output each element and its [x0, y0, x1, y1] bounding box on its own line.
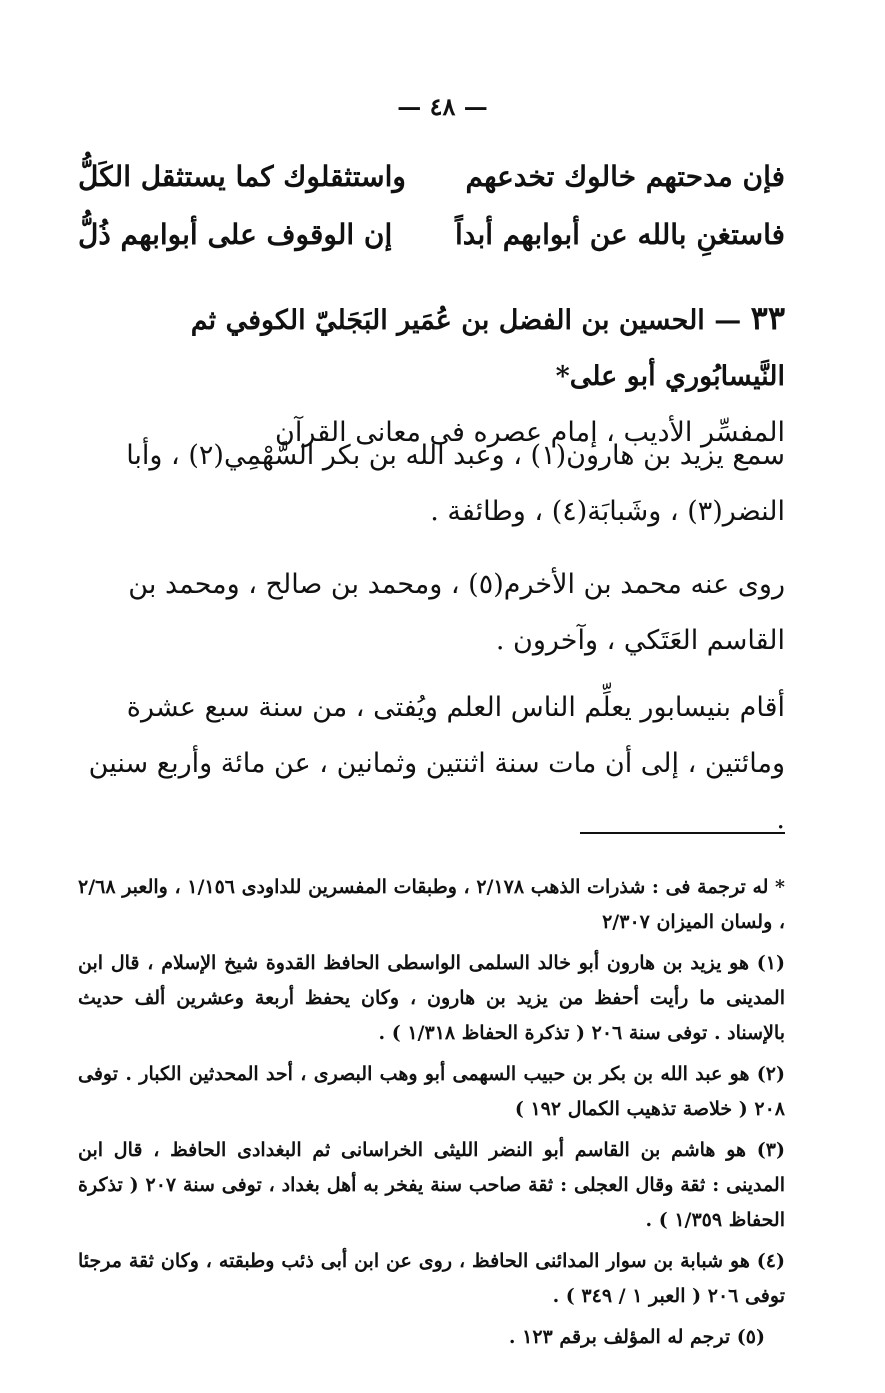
entry-number: ٣٣: [750, 299, 785, 337]
poem: [78, 148, 785, 264]
footnote-divider: [580, 832, 785, 834]
verse-hemistich-left: إن الوقوف على أبوابهم ذُلُّ: [78, 218, 393, 251]
page-number: — ٤٨ —: [397, 92, 488, 121]
footnote-3: (٣) هو هاشم بن القاسم أبو النضر الليثى الخراسانى ثم البغدادى الحافظ ، قال ابن المدينى : ثقة وقال العجلى : ثقة صاحب سنة يفخر به أهل بغداد ، توفى سنة ٢٠٧ ( تذكرة الحفاظ ١/٣٥٩ ) .: [78, 1139, 786, 1231]
footnote-1: (١) هو يزيد بن هارون أبو خالد السلمى الواسطى الحافظ القدوة شيخ الإسلام ، قال ابن المدينى ما رأيت أحفظ من يزيد بن هارون ، وكان يحفظ أربعة وعشرين ألف حديث بالإسناد . توفى سنة ٢٠٦ ( تذكرة الحفاظ ١/٣١٨ ) .: [78, 952, 785, 1044]
entry-title-continued: المفسِّر الأديب ، إمام عصره فى معانى القرآن: [275, 417, 785, 448]
verse-hemistich-right: فاستغنِ بالله عن أبوابهم أبداً: [455, 218, 785, 251]
paragraph-text: سمع يزيد بن هارون(١) ، وعبد الله بن بكر السَّهْمِي(٢) ، وأبا النضر(٣) ، وشَبابَة(٤) ، وطائفة .: [126, 440, 785, 527]
paragraph-students: [78, 557, 785, 669]
verse-hemistich-right: فإن مدحتهم خالوك تخدعهم: [465, 160, 785, 193]
paragraph-text: روى عنه محمد بن الأخرم(٥) ، ومحمد بن صالح ، ومحمد بن القاسم العَتَكي ، وآخرون .: [128, 569, 785, 656]
verse-line-2: [78, 206, 785, 264]
paragraph-teachers: [78, 428, 785, 540]
entry-title: — الحسين بن الفضل بن عُمَير البَجَليّ الكوفي ثم النَّيسابُوري أبو على*: [190, 305, 785, 392]
footnote-2: (٢) هو عبد الله بن بكر بن حبيب السهمى أبو وهب البصرى ، أحد المحدثين الكبار . توفى ٢٠٨ ( خلاصة تذهيب الكمال ١٩٢ ): [78, 1063, 785, 1120]
footnote-5: (٥) ترجم له المؤلف برقم ١٢٣ .: [508, 1326, 765, 1348]
footnotes: [78, 870, 785, 1361]
footnote-star: * له ترجمة فى : شذرات الذهب ٢/١٧٨ ، وطبقات المفسرين للداودى ١/١٥٦ ، والعبر ٢/٦٨ ، ولسان الميزان ٢/٣٠٧: [78, 876, 785, 933]
paragraph-text: أقام بنيسابور يعلِّم الناس العلم ويُفتى ، من سنة سبع عشرة ومائتين ، إلى أن مات سنة اثنتين وثمانين ، عن مائة وأربع سنين .: [88, 692, 785, 835]
verse-hemistich-left: واستثقلوك كما يستثقل الكَلُّ: [78, 160, 406, 193]
paragraph-biography: [78, 680, 785, 848]
footnote-4: (٤) هو شبابة بن سوار المدائنى الحافظ ، روى عن ابن أبى ذئب وطبقته ، وكان ثقة مرجئا توفى ٢٠٦ ( العبر ١ / ٣٤٩ ) .: [78, 1250, 785, 1307]
verse-line-1: [78, 148, 785, 206]
